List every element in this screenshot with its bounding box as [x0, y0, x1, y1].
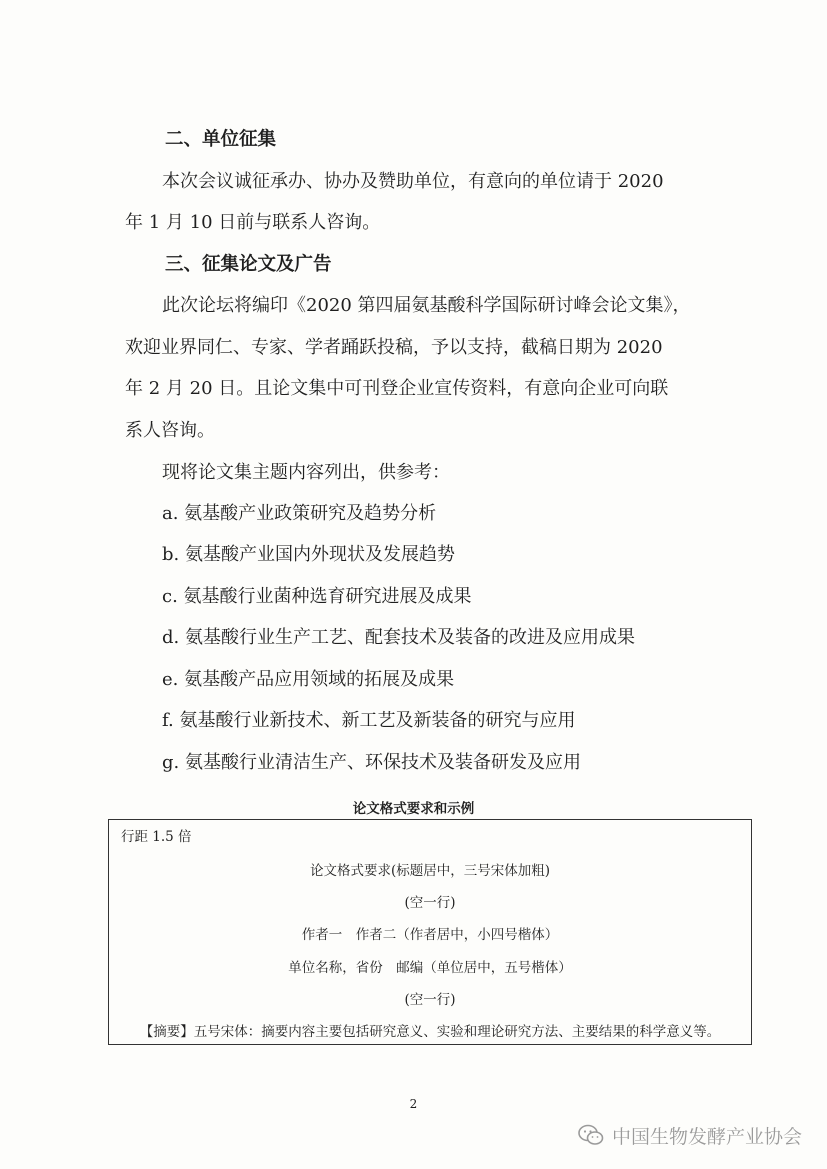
section3-para-line4: 系人咨询。: [125, 420, 215, 441]
blank-line-note: (空一行): [404, 895, 456, 911]
topic-item: e. 氨基酸产品应用领域的拓展及成果: [162, 669, 455, 690]
topic-item: g. 氨基酸行业清洁生产、环保技术及装备研发及应用: [162, 752, 581, 773]
topic-item: d. 氨基酸行业生产工艺、配套技术及装备的改进及应用成果: [162, 627, 635, 648]
section2-para-line2: 年 1 月 10 日前与联系人咨询。: [125, 212, 381, 233]
wechat-watermark: [578, 1121, 802, 1149]
affiliation-requirement: 单位名称，省份 邮编（单位居中，五号楷体）: [288, 960, 572, 976]
topic-item: a. 氨基酸产业政策研究及趋势分析: [162, 503, 437, 524]
format-example-box: [108, 819, 752, 1045]
format-example-caption: 论文格式要求和示例: [352, 801, 475, 817]
section2-para-line1: [162, 170, 699, 194]
topic-item: f. 氨基酸行业新技术、新工艺及新装备的研究与应用: [162, 710, 576, 731]
blank-line-note: (空一行): [404, 992, 456, 1008]
topic-item: c. 氨基酸行业菌种选育研究进展及成果: [162, 586, 472, 607]
section3-para-line2: 欢迎业界同仁、专家、学者踊跃投稿，予以支持，截稿日期为 2020: [125, 337, 663, 358]
topics-intro: 现将论文集主题内容列出，供参考：: [162, 462, 450, 483]
authors-requirement: 作者一 作者二（作者居中，小四号楷体）: [301, 927, 559, 943]
section3-heading: 三、征集论文及广告: [165, 254, 332, 275]
section2-para-text: 本次会议诚征承办、协办及赞助单位，有意向的单位请于 2020: [162, 171, 664, 192]
abstract-requirement: 【摘要】五号宋体：摘要内容主要包括研究意义、实验和理论研究方法、主要结果的科学意义等。: [139, 1024, 721, 1040]
topic-item: b. 氨基酸产业国内外现状及发展趋势: [162, 544, 455, 565]
page-number: 2: [409, 1097, 418, 1111]
section3-para-line3: 年 2 月 20 日。且论文集中可刊登企业宣传资料，有意向企业可向联: [125, 378, 669, 399]
section3-para-line1: 此次论坛将编印《2020 第四届氨基酸科学国际研讨峰会论文集》，: [162, 295, 691, 316]
wechat-icon: [578, 1124, 604, 1146]
title-requirement: 论文格式要求(标题居中，三号宋体加粗): [309, 863, 551, 879]
watermark-text: 中国生物发酵产业协会: [611, 1125, 802, 1148]
line-spacing-note: 行距 1.5 倍: [121, 829, 192, 845]
section2-heading: 二、单位征集: [165, 129, 277, 150]
